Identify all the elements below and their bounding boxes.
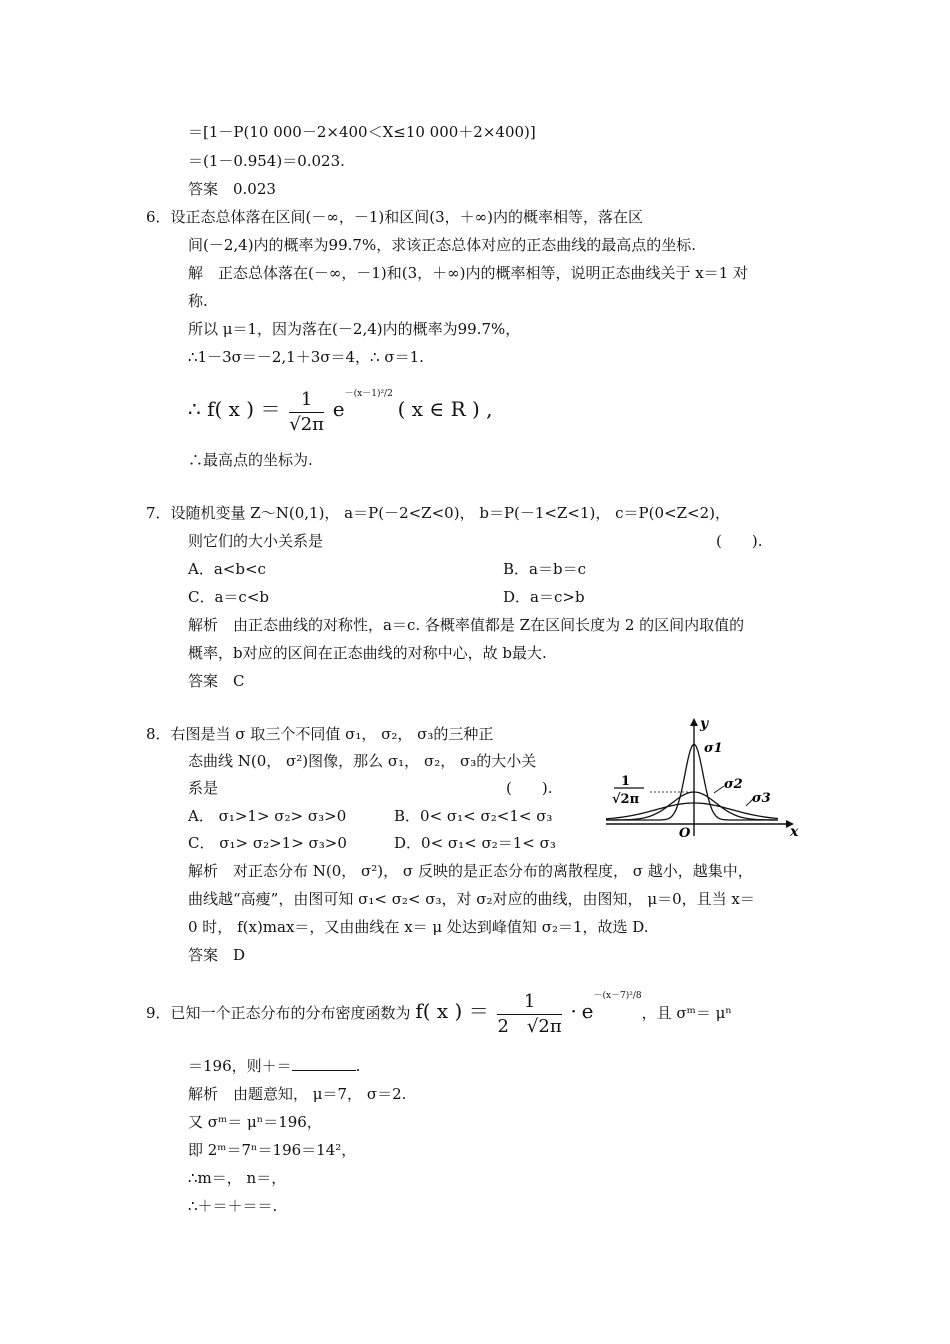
q9-solution-3: 即 2ᵐ＝7ⁿ＝196＝14²，: [188, 1141, 357, 1159]
q9-multiply-dot: ·: [570, 999, 577, 1023]
q9-stem-condition: ，且 σᵐ＝ μⁿ: [641, 1004, 732, 1022]
q9-solution-1: 解析 由题意知， μ＝7， σ＝2.: [188, 1085, 407, 1103]
q7-option-c: C．a＝c<b: [188, 588, 269, 606]
q6-density-formula: [188, 380, 493, 436]
normal-curves-figure: [600, 712, 812, 838]
q9-fraction-denominator: 2 √2π: [497, 1015, 562, 1037]
q9-formula-fraction: [497, 990, 561, 1039]
q6-solution-2: 称.: [188, 292, 208, 310]
q9-fraction-numerator: 1: [497, 990, 561, 1015]
q8-option-a: A． σ₁>1> σ₂> σ₃>0: [188, 807, 347, 825]
q6-exponent: －(x－1)²/2: [344, 389, 393, 399]
q6-solution-1: 解 正态总体落在(－∞，－1)和(3，＋∞)内的概率相等，说明正态曲线关于 x＝1 对: [188, 264, 749, 282]
q6-fraction-denominator: √2π: [289, 413, 324, 435]
q8-solution-2: 曲线越“高瘦”，由图可知 σ₁< σ₂< σ₃，对 σ₂对应的曲线，由图知， μ＝0，且当 x＝: [188, 890, 755, 908]
q9-stem-intro: 9．已知一个正态分布的分布密度函数为: [146, 1004, 411, 1022]
q6-exp-base: e: [332, 397, 345, 421]
q7-option-d: D．a＝c>b: [503, 588, 585, 606]
q8-option-c: C． σ₁> σ₂>1> σ₃>0: [188, 834, 347, 852]
prev-line-1: ＝[1－P(10 000－2×400＜X≤10 000＋2×400)]: [188, 123, 536, 141]
q6-formula-domain: ( x ∈ R ) ,: [397, 397, 493, 421]
sigma-2-label: σ2: [724, 777, 743, 792]
q7-solution-1: 解析 由正态曲线的对称性，a＝c. 各概率值都是 Z在区间长度为 2 的区间内取值的: [188, 616, 745, 634]
sigma-3-label: σ3: [752, 791, 771, 806]
q7-stem-2: 则它们的大小关系是: [188, 532, 324, 550]
prev-answer: 答案 0.023: [188, 180, 276, 198]
peak-value-denominator: √2π: [612, 792, 640, 807]
prev-line-2: ＝(1－0.954)＝0.023.: [188, 152, 345, 170]
q9-stem-2: [188, 1056, 360, 1076]
q7-solution-2: 概率，b对应的区间在正态曲线的对称中心，故 b最大.: [188, 644, 547, 662]
curve-sigma-1: [606, 744, 778, 820]
sigma2-leader: [714, 786, 724, 793]
y-axis-label: y: [700, 716, 709, 732]
y-axis-arrow-icon: [690, 718, 698, 726]
q8-solution-3: 0 时， f(x)max＝，又由曲线在 x＝ μ 处达到峰值知 σ₂＝1，故选 D.: [188, 918, 649, 936]
q6-stem-1: 6．设正态总体落在区间(－∞，－1)和区间(3，＋∞)内的概率相等，落在区: [146, 208, 644, 226]
q9-stem-2-text: ＝196，则＋＝: [188, 1057, 292, 1075]
peak-value-numerator: 1: [621, 774, 631, 789]
q9-stem-2-end: .: [355, 1057, 361, 1075]
q8-stem-2: 态曲线 N(0， σ²)图像，那么 σ₁， σ₂， σ₃的大小关: [188, 752, 537, 770]
q6-solution-4: ∴1－3σ＝－2,1＋3σ＝4，∴ σ＝1.: [188, 348, 424, 366]
q7-answer: 答案 C: [188, 672, 245, 690]
q8-stem-1: 8．右图是当 σ 取三个不同值 σ₁， σ₂， σ₃的三种正: [146, 725, 494, 743]
q9-answer-blank[interactable]: [292, 1056, 356, 1071]
q9-exponent: －(x－7)²/8: [593, 991, 642, 1001]
q6-formula-fraction: [289, 388, 324, 437]
q8-answer-paren: ( ).: [506, 779, 553, 797]
q8-stem-3: 系是: [188, 779, 219, 797]
q9-solution-4: ∴m＝， n＝，: [188, 1169, 287, 1187]
q8-option-b: B．0< σ₁< σ₂<1< σ₃: [394, 807, 553, 825]
q9-solution-5: ∴＋＝＋＝＝.: [188, 1197, 278, 1215]
q9-formula-lhs: f( x ) ＝: [415, 999, 489, 1023]
q6-stem-2: 间(－2,4)内的概率为99.7%，求该正态总体对应的正态曲线的最高点的坐标.: [188, 236, 696, 254]
q8-option-d: D．0< σ₁< σ₂＝1< σ₃: [394, 834, 556, 852]
q7-option-b: B．a＝b＝c: [503, 560, 586, 578]
q7-stem-1: 7．设随机变量 Z～N(0,1)， a＝P(－2<Z<0)， b＝P(－1<Z<1)， c＝P(0<Z<2)，: [146, 504, 730, 522]
q9-solution-2: 又 σᵐ＝ μⁿ＝196，: [188, 1113, 322, 1131]
q7-answer-paren: ( ).: [716, 532, 763, 550]
q9-stem-1: [146, 980, 732, 1040]
q8-solution-1: 解析 对正态分布 N(0， σ²)， σ 反映的是正态分布的离散程度， σ 越小，越集中，: [188, 862, 753, 880]
q9-exp-base: e: [581, 999, 594, 1023]
q6-solution-5: ∴最高点的坐标为.: [188, 451, 313, 469]
q8-answer: 答案 D: [188, 946, 246, 964]
q6-formula-lhs: ∴ f( x ) ＝: [188, 397, 281, 421]
sigma-1-label: σ1: [704, 741, 723, 756]
x-axis-label: x: [790, 824, 799, 838]
origin-label: O: [679, 826, 691, 838]
q6-fraction-numerator: 1: [289, 388, 324, 413]
q7-option-a: A．a<b<c: [188, 560, 266, 578]
q6-solution-3: 所以 μ＝1，因为落在(－2,4)内的概率为99.7%，: [188, 320, 521, 338]
